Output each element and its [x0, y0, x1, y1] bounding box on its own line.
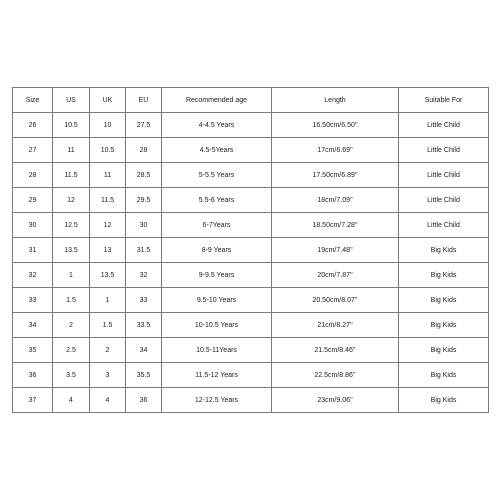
- cell-eu: 27.5: [126, 113, 162, 138]
- cell-suitable-for: Big Kids: [399, 363, 489, 388]
- cell-length: 21.5cm/8.46'': [272, 338, 399, 363]
- cell-suitable-for: Little Child: [399, 163, 489, 188]
- cell-uk: 2: [90, 338, 126, 363]
- cell-length: 20.50cm/8.07'': [272, 288, 399, 313]
- cell-eu: 28.5: [126, 163, 162, 188]
- cell-recommended-age: 11.5-12 Years: [162, 363, 272, 388]
- header-size: Size: [13, 88, 53, 113]
- cell-size: 35: [13, 338, 53, 363]
- table-row: [13, 163, 489, 188]
- cell-suitable-for: Big Kids: [399, 338, 489, 363]
- cell-us: 10.5: [53, 113, 90, 138]
- header-recommended-age: Recommended age: [162, 88, 272, 113]
- cell-length: 16.50cm/6.50'': [272, 113, 399, 138]
- cell-eu: 35.5: [126, 363, 162, 388]
- header-length: Length: [272, 88, 399, 113]
- table-row: [13, 188, 489, 213]
- cell-size: 27: [13, 138, 53, 163]
- cell-size: 31: [13, 238, 53, 263]
- cell-size: 37: [13, 388, 53, 413]
- cell-eu: 33.5: [126, 313, 162, 338]
- table-row: [13, 213, 489, 238]
- cell-uk: 4: [90, 388, 126, 413]
- cell-size: 29: [13, 188, 53, 213]
- cell-suitable-for: Little Child: [399, 113, 489, 138]
- cell-recommended-age: 5-5.5 Years: [162, 163, 272, 188]
- table-row: [13, 313, 489, 338]
- cell-eu: 36: [126, 388, 162, 413]
- cell-length: 17cm/6.69'': [272, 138, 399, 163]
- cell-length: 21cm/8.27'': [272, 313, 399, 338]
- cell-recommended-age: 12-12.5 Years: [162, 388, 272, 413]
- table-row: [13, 288, 489, 313]
- cell-length: 18cm/7.09'': [272, 188, 399, 213]
- cell-recommended-age: 4-4.5 Years: [162, 113, 272, 138]
- cell-uk: 12: [90, 213, 126, 238]
- table-row: [13, 238, 489, 263]
- cell-uk: 11: [90, 163, 126, 188]
- cell-suitable-for: Little Child: [399, 188, 489, 213]
- cell-length: 17.50cm/6.89'': [272, 163, 399, 188]
- cell-size: 30: [13, 213, 53, 238]
- cell-recommended-age: 9-9.5 Years: [162, 263, 272, 288]
- table-row: [13, 388, 489, 413]
- cell-uk: 10.5: [90, 138, 126, 163]
- cell-us: 4: [53, 388, 90, 413]
- cell-size: 32: [13, 263, 53, 288]
- cell-eu: 31.5: [126, 238, 162, 263]
- cell-recommended-age: 6-7Years: [162, 213, 272, 238]
- cell-recommended-age: 10-10.5 Years: [162, 313, 272, 338]
- cell-suitable-for: Big Kids: [399, 263, 489, 288]
- cell-us: 11.5: [53, 163, 90, 188]
- cell-recommended-age: 10.5-11Years: [162, 338, 272, 363]
- cell-recommended-age: 9.5-10 Years: [162, 288, 272, 313]
- cell-size: 36: [13, 363, 53, 388]
- cell-size: 26: [13, 113, 53, 138]
- cell-uk: 13: [90, 238, 126, 263]
- cell-us: 3.5: [53, 363, 90, 388]
- cell-recommended-age: 4.5-5Years: [162, 138, 272, 163]
- table-row: [13, 113, 489, 138]
- cell-size: 28: [13, 163, 53, 188]
- header-us: US: [53, 88, 90, 113]
- cell-us: 11: [53, 138, 90, 163]
- cell-uk: 13.5: [90, 263, 126, 288]
- cell-suitable-for: Big Kids: [399, 288, 489, 313]
- size-chart-container: [12, 87, 488, 413]
- cell-suitable-for: Little Child: [399, 138, 489, 163]
- cell-size: 34: [13, 313, 53, 338]
- cell-us: 12: [53, 188, 90, 213]
- cell-recommended-age: 5.5-6 Years: [162, 188, 272, 213]
- header-uk: UK: [90, 88, 126, 113]
- cell-uk: 1.5: [90, 313, 126, 338]
- cell-length: 23cm/9.06'': [272, 388, 399, 413]
- cell-us: 2.5: [53, 338, 90, 363]
- table-row: [13, 138, 489, 163]
- cell-length: 20cm/7.87'': [272, 263, 399, 288]
- size-chart-body: [13, 113, 489, 413]
- cell-length: 22.5cm/8.86'': [272, 363, 399, 388]
- cell-suitable-for: Big Kids: [399, 238, 489, 263]
- cell-eu: 30: [126, 213, 162, 238]
- header-suitable-for: Suitable For: [399, 88, 489, 113]
- cell-recommended-age: 8-9 Years: [162, 238, 272, 263]
- cell-uk: 3: [90, 363, 126, 388]
- cell-us: 2: [53, 313, 90, 338]
- cell-us: 12.5: [53, 213, 90, 238]
- cell-length: 18.50cm/7.28'': [272, 213, 399, 238]
- cell-eu: 33: [126, 288, 162, 313]
- table-row: [13, 263, 489, 288]
- cell-suitable-for: Little Child: [399, 213, 489, 238]
- cell-us: 1.5: [53, 288, 90, 313]
- table-row: [13, 338, 489, 363]
- cell-suitable-for: Big Kids: [399, 388, 489, 413]
- cell-eu: 29.5: [126, 188, 162, 213]
- cell-uk: 11.5: [90, 188, 126, 213]
- cell-eu: 32: [126, 263, 162, 288]
- cell-us: 13.5: [53, 238, 90, 263]
- header-row: [13, 88, 489, 113]
- cell-uk: 1: [90, 288, 126, 313]
- cell-suitable-for: Big Kids: [399, 313, 489, 338]
- cell-uk: 10: [90, 113, 126, 138]
- cell-eu: 34: [126, 338, 162, 363]
- size-chart-table: [12, 87, 489, 413]
- cell-length: 19cm/7.48'': [272, 238, 399, 263]
- cell-us: 1: [53, 263, 90, 288]
- header-eu: EU: [126, 88, 162, 113]
- cell-size: 33: [13, 288, 53, 313]
- table-row: [13, 363, 489, 388]
- cell-eu: 28: [126, 138, 162, 163]
